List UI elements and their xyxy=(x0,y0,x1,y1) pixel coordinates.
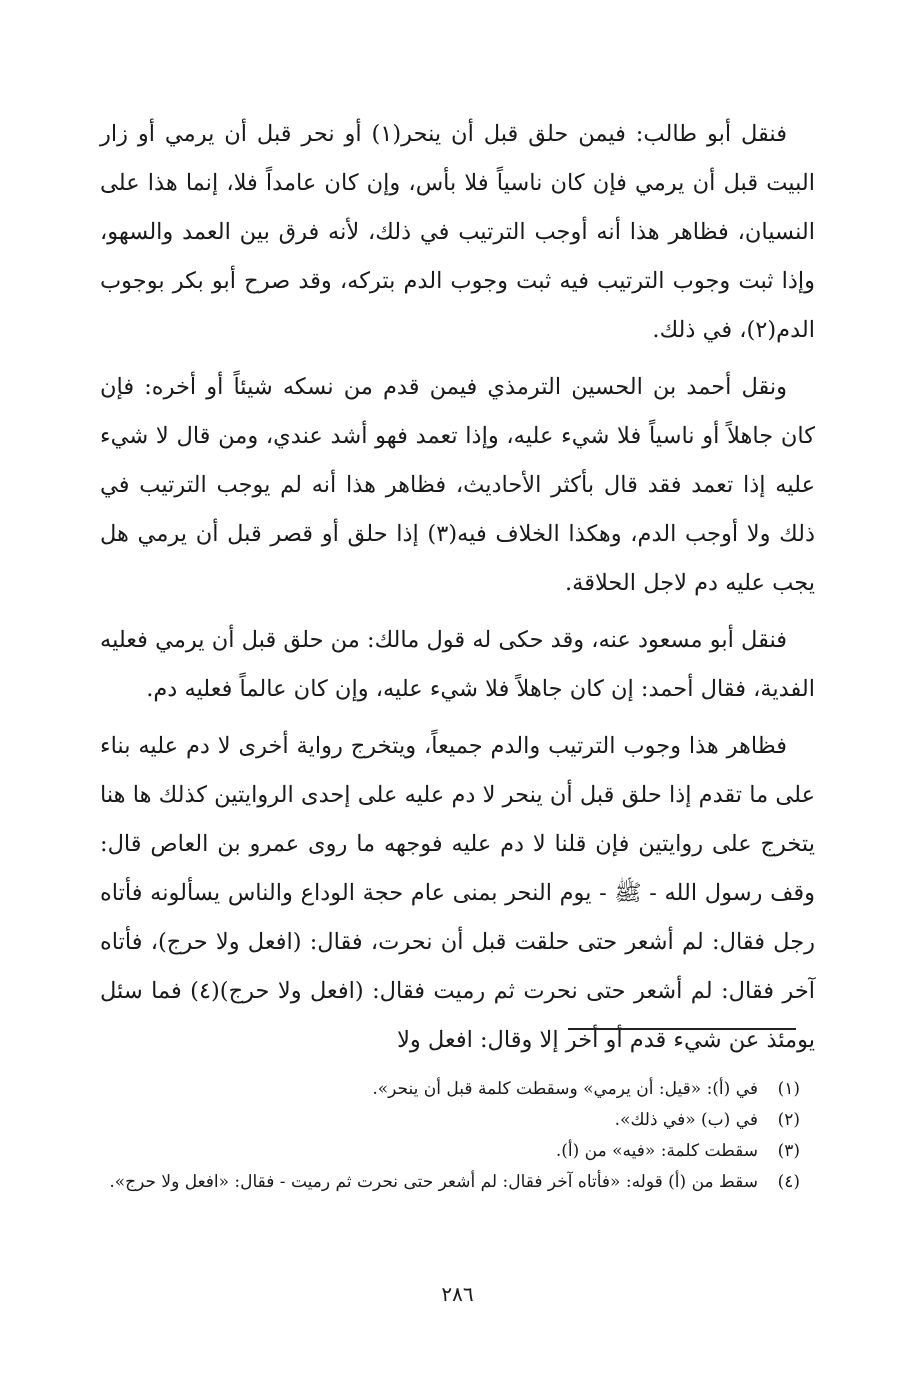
footnote-number: (٢) xyxy=(777,1110,800,1130)
footnote-text: في (أ): «قيل: أن يرمي» وسقطت كلمة قبل أن ينحر». xyxy=(372,1079,758,1099)
footnote-text: سقط من (أ) قوله: «فأتاه آخر فقال: لم أشعر حتى نحرت ثم رميت - فقال: «افعل ولا حرج». xyxy=(109,1172,758,1192)
page-number: ٢٨٦ xyxy=(441,1282,474,1306)
paragraph-3: فنقل أبو مسعود عنه، وقد حكى له قول مالك: من حلق قبل أن يرمي فعليه الفدية، فقال أحمد: إن كان جاهلاً فلا شيء عليه، وإن كان عالماً فعليه دم. xyxy=(100,627,815,702)
footnote-number: (٤) xyxy=(777,1172,800,1192)
paragraph-1: فنقل أبو طالب: فيمن حلق قبل أن ينحر(١) أو نحر قبل أن يرمي أو زار البيت قبل أن يرمي فإن كان ناسياً فلا بأس، وإن كان عامداً فلا، إنما هذا على النسيان، فظاهر هذا أنه أوجب الترتيب في ذلك، لأنه فرق بين العمد والسهو، وإذا ثبت وجوب الترتيب فيه ثبت وجوب الدم بتركه، وقد صرح أبو بكر بوجوب الدم(٢)، في ذلك. xyxy=(100,121,815,343)
footnote-3 xyxy=(100,1136,800,1167)
footnote-separator xyxy=(568,1028,796,1030)
footnote-number: (٣) xyxy=(777,1141,800,1161)
main-text xyxy=(100,110,815,1073)
footnote-1 xyxy=(100,1074,800,1105)
paragraph-4: فظاهر هذا وجوب الترتيب والدم جميعاً، ويتخرج رواية أخرى لا دم عليه بناء على ما تقدم إذا حلق قبل أن ينحر لا دم عليه على إحدى الروايتين كذلك ها هنا يتخرج على روايتين فإن قلنا لا دم عليه فوجهه ما روى عمرو بن العاص قال: وقف رسول الله - ﷺ - يوم النحر بمنى عام حجة الوداع والناس يسألونه فأتاه رجل فقال: لم أشعر حتى حلقت قبل أن نحرت، فقال: (افعل ولا حرج)، فأتاه آخر فقال: لم أشعر حتى نحرت ثم رميت فقال: (افعل ولا حرج)(٤) فما سئل يومئذ عن شيء قدم أو أخر إلا وقال: افعل ولا xyxy=(100,733,815,1053)
paragraph-2: ونقل أحمد بن الحسين الترمذي فيمن قدم من نسكه شيئاً أو أخره: فإن كان جاهلاً أو ناسياً فلا شيء عليه، وإذا تعمد فهو أشد عندي، ومن قال لا شيء عليه إذا تعمد فقد قال بأكثر الأحاديث، فظاهر هذا أنه لم يوجب الترتيب في ذلك ولا أوجب الدم، وهكذا الخلاف فيه(٣) إذا حلق أو قصر قبل أن يرمي هل يجب عليه دم لاجل الحلاقة. xyxy=(100,374,815,596)
footnote-2 xyxy=(100,1105,800,1136)
footnotes xyxy=(100,1074,800,1198)
footnote-text: سقطت كلمة: «فيه» من (أ). xyxy=(555,1141,758,1161)
footnote-4 xyxy=(100,1167,800,1198)
footnote-number: (١) xyxy=(777,1079,800,1099)
footnote-text: في (ب) «في ذلك». xyxy=(614,1110,758,1130)
